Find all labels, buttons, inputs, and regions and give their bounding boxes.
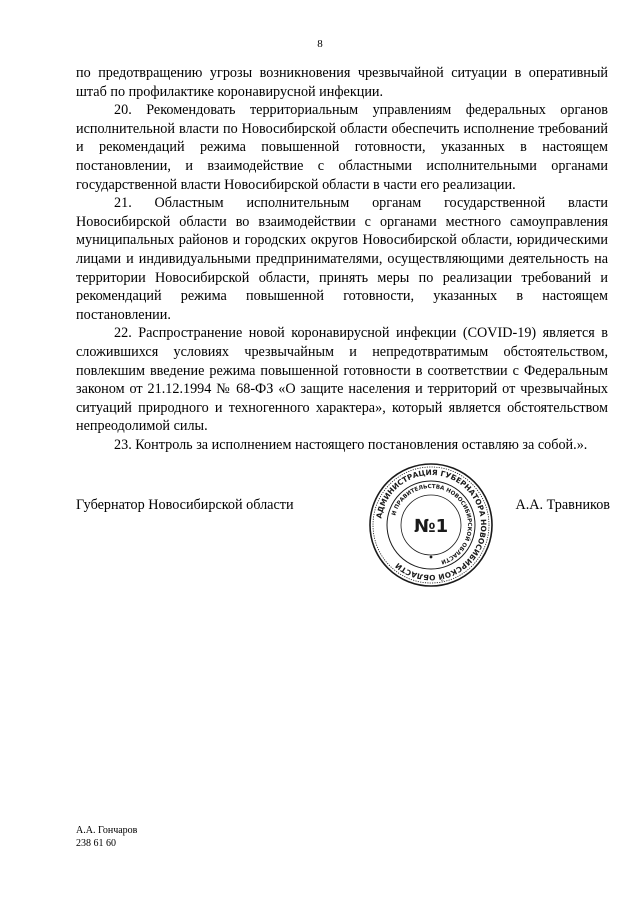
paragraph-20: 20. Рекомендовать территориальным управлениям федеральных органов исполнительной власти по Новосибирской области обеспечить исполнение требований и рекомендаций режима повышенной готовности, указанных в настоящем постановлении, и взаимодействие с областными исполнительными органами государственной власти Новосибирской области в части его реализации. <box>76 102 608 193</box>
executor-phone: 238 61 60 <box>76 838 116 849</box>
paragraph-continuation: по предотвращению угрозы возникновения чрезвычайной ситуации в оперативный штаб по профилактике коронавирусной инфекции. <box>76 65 608 100</box>
signatory-title: Губернатор Новосибирской области <box>76 497 294 513</box>
executor-block <box>76 824 137 850</box>
paragraph-21: 21. Областным исполнительным органам государственной власти Новосибирской области во взаимодействии с органами местного самоуправления муниципальных районов и городских округов Новосибирской области, юридическими лицами и индивидуальными предпринимателями, осуществляющими деятельность на территории Новосибирской области, принять меры по реализации требований и рекомендаций режима повышенной готовности, указанных в настоящем постановлении. <box>76 195 608 323</box>
paragraph-22: 22. Распространение новой коронавирусной инфекции (COVID-19) является в сложившихся условиях чрезвычайным и непредотвратимым обстоятельством, повлекшим введение режима повышенной готовности в соответствии с Федеральным законом от 21.12.1994 № 68-ФЗ «О защите населения и территорий от чрезвычайных ситуаций природного и техногенного характера», который является обстоятельством непреодолимой силы. <box>76 325 608 435</box>
seal-number: №1 <box>413 516 449 537</box>
seal-inner-text: И ПРАВИТЕЛЬСТВА НОВОСИБИРСКОЙ ОБЛАСТИ <box>391 483 473 565</box>
document-body <box>76 64 608 454</box>
page-number: 8 <box>317 38 323 50</box>
seal-outer-text: АДМИНИСТРАЦИЯ ГУБЕРНАТОРА НОВОСИБИРСКОЙ ОБЛАСТИ <box>374 467 489 583</box>
seal-dot <box>430 556 433 559</box>
official-seal <box>368 462 494 588</box>
paragraph-23: 23. Контроль за исполнением настоящего постановления оставляю за собой.». <box>114 436 588 453</box>
signatory-name: А.А. Травников <box>515 497 610 513</box>
executor-name: А.А. Гончаров <box>76 825 138 836</box>
